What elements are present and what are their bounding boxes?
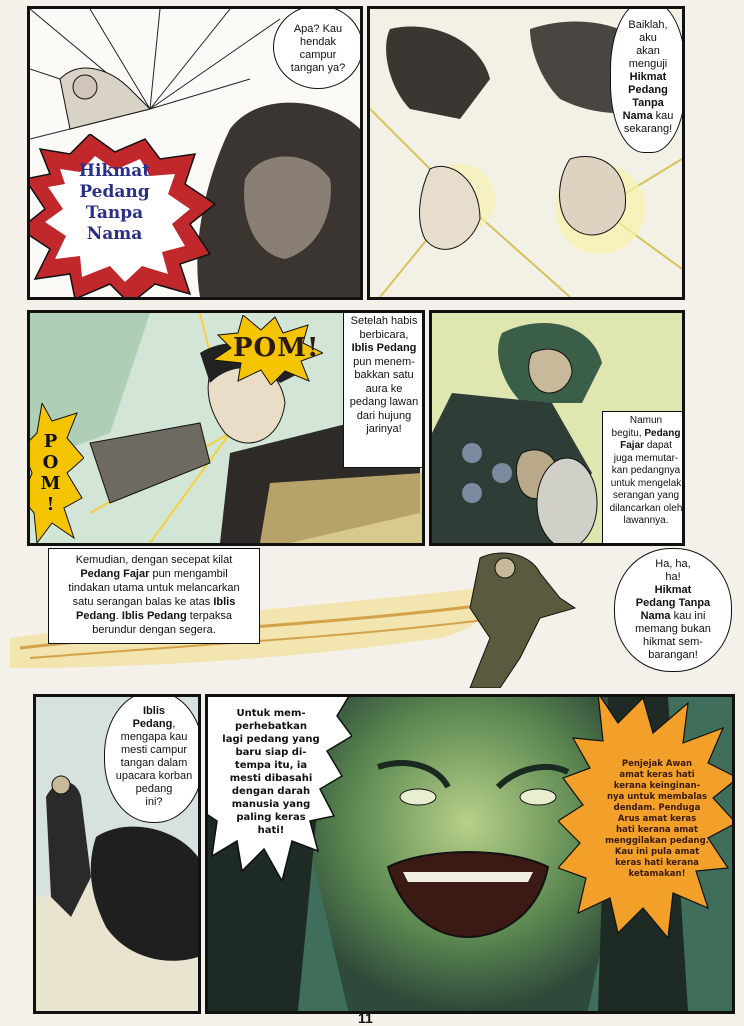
caption-line — [346, 342, 422, 356]
caption-text: begitu, — [611, 427, 642, 439]
speech-line: menggilakan pedang. — [605, 836, 709, 846]
narration-caption — [48, 548, 260, 644]
speech-line: pedang — [135, 783, 173, 795]
speech-line — [623, 71, 674, 84]
speech-line: mesti dibasahi — [229, 773, 313, 784]
caption-line: berundur dengan segera. — [92, 624, 216, 636]
speech-line: perhebatkan — [235, 721, 307, 732]
caption-line: pedang lawan — [349, 396, 419, 408]
speech-line: kerana keinginan- — [613, 781, 701, 791]
speech-text: , — [172, 718, 176, 730]
panel-2 — [367, 6, 685, 300]
caption-line: Setelah habis — [350, 315, 418, 327]
caption-text: . — [115, 610, 122, 622]
speech-right-text — [602, 759, 712, 880]
caption-line: Kemudian, dengan secepat kilat — [75, 554, 233, 566]
speech-line: ini? — [145, 796, 163, 808]
caption-bold: Iblis Pedang — [351, 342, 417, 354]
caption-line — [53, 567, 255, 581]
speech-bold: Tanpa — [632, 96, 664, 109]
speech-line: Kau ini pula amat — [614, 847, 700, 857]
panel-6 — [33, 694, 201, 1014]
caption-line — [605, 428, 685, 441]
speech-line: Baiklah, — [628, 18, 668, 31]
caption-bold: Pedang Fajar — [80, 568, 150, 580]
caption-bold: Iblis Pedang — [121, 610, 187, 622]
speech-line — [116, 705, 192, 718]
caption-bold: Pedang — [644, 427, 681, 439]
speech-line: dengan darah — [231, 786, 311, 797]
caption-line: tindakan utama untuk melancarkan — [68, 582, 240, 594]
speech-line: tangan dalam — [120, 757, 188, 769]
panel-1 — [27, 6, 363, 300]
pom-sfx-side: POM! — [40, 431, 61, 515]
caption-line: Namun — [629, 415, 663, 426]
caption-line: aura ke — [365, 382, 403, 395]
caption-line: bakkan satu — [354, 369, 414, 381]
caption-bold: Iblis — [213, 596, 236, 608]
caption-line: kan pedangnya — [611, 465, 681, 476]
speech-line: amat keras hati — [619, 770, 695, 780]
speech-bubble — [273, 6, 363, 89]
hikmat-title-text — [52, 161, 177, 245]
speech-line — [635, 584, 711, 597]
title-line: Hikmat — [78, 161, 151, 181]
speech-line: Arus amat keras — [617, 814, 697, 824]
speech-line — [635, 610, 711, 623]
speech-text: kau — [652, 109, 674, 122]
caption-bold: Fajar — [620, 440, 645, 451]
speech-line: baru siap di- — [235, 747, 307, 758]
speech-bubble — [614, 548, 732, 672]
caption-line: untuk mengelak — [610, 477, 682, 489]
speech-text: kau ini — [670, 610, 706, 622]
panel-4 — [429, 310, 685, 546]
speech-line: Ha, ha, — [655, 558, 691, 570]
speech-line: Apa? Kau — [293, 23, 343, 35]
caption-line: dari hujung — [356, 409, 412, 422]
speech-line: ketamakan! — [628, 869, 686, 879]
caption-line: serangan yang — [612, 490, 680, 501]
caption-line: jarinya! — [366, 423, 402, 435]
caption-text: satu serangan balas ke atas — [72, 596, 214, 608]
speech-line: akan — [636, 44, 660, 57]
speech-line: tangan ya? — [290, 62, 346, 74]
speech-line: memang bukan — [635, 623, 711, 635]
speech-line: ha! — [665, 571, 681, 583]
page-number: 11 — [358, 1010, 373, 1026]
speech-line: barangan! — [648, 649, 698, 661]
speech-line: hati kerana amat — [616, 825, 698, 835]
panel-3 — [27, 310, 425, 546]
speech-line: mengapa kau — [120, 731, 188, 743]
speech-line — [623, 97, 674, 110]
speech-line — [635, 597, 711, 610]
narration-caption — [343, 310, 425, 468]
caption-line — [605, 440, 685, 453]
speech-line: paling keras — [236, 812, 306, 823]
speech-line: keras hati kerana — [615, 858, 699, 868]
speech-line: hendak — [299, 36, 337, 48]
speech-bold: Iblis — [142, 705, 165, 717]
speech-line — [623, 84, 674, 97]
speech-line — [116, 718, 192, 731]
speech-line: Untuk mem- — [236, 708, 306, 719]
speech-bold: Pedang — [628, 83, 668, 96]
caption-line: dilancarkan oleh — [609, 502, 683, 514]
caption-text: pun mengambil — [149, 568, 228, 580]
pom-sfx-top: POM! — [233, 333, 320, 363]
speech-line: nya untuk membalas — [606, 792, 708, 802]
caption-line: lawannya. — [623, 515, 669, 526]
speech-line: upacara korban — [115, 770, 193, 782]
panel-5 — [0, 548, 744, 688]
speech-line: lagi pedang yang — [222, 734, 320, 745]
caption-bold: Pedang — [76, 610, 116, 622]
caption-line: juga memutar- — [613, 452, 679, 464]
speech-line: campur — [299, 49, 337, 61]
speech-bold: Nama — [640, 610, 671, 622]
title-line: Nama — [86, 224, 143, 244]
speech-line: hati! — [257, 825, 285, 836]
speech-bold: Pedang Tanpa — [635, 597, 711, 609]
speech-line: aku — [639, 31, 657, 44]
panel-7 — [205, 694, 735, 1014]
speech-line: menguji — [628, 57, 668, 70]
caption-line — [53, 609, 255, 623]
caption-text: terpaksa — [186, 610, 232, 622]
speech-line: sekarang! — [623, 122, 673, 135]
speech-bubble — [610, 6, 685, 153]
speech-bold: Pedang — [132, 718, 173, 730]
title-line: Tanpa — [85, 203, 144, 223]
speech-bold: Nama — [622, 109, 653, 122]
caption-line: berbicara, — [359, 328, 409, 341]
speech-bubble — [104, 694, 201, 823]
caption-line — [53, 595, 255, 609]
speech-bold: Hikmat — [629, 70, 667, 83]
narration-caption — [602, 411, 685, 546]
speech-line: manusia yang — [231, 799, 311, 810]
caption-text: dapat — [644, 440, 672, 451]
speech-left-text — [212, 707, 330, 837]
speech-line: tempa itu, ia — [234, 760, 308, 771]
speech-line: Penjejak Awan — [621, 759, 693, 769]
speech-line: mesti campur — [120, 744, 187, 756]
title-line: Pedang — [79, 182, 150, 202]
speech-bold: Hikmat — [654, 584, 692, 596]
caption-line: pun menem- — [353, 355, 415, 368]
speech-line: hikmat sem- — [643, 636, 703, 648]
speech-line: dendam. Penduga — [613, 803, 701, 813]
speech-line — [623, 110, 674, 123]
